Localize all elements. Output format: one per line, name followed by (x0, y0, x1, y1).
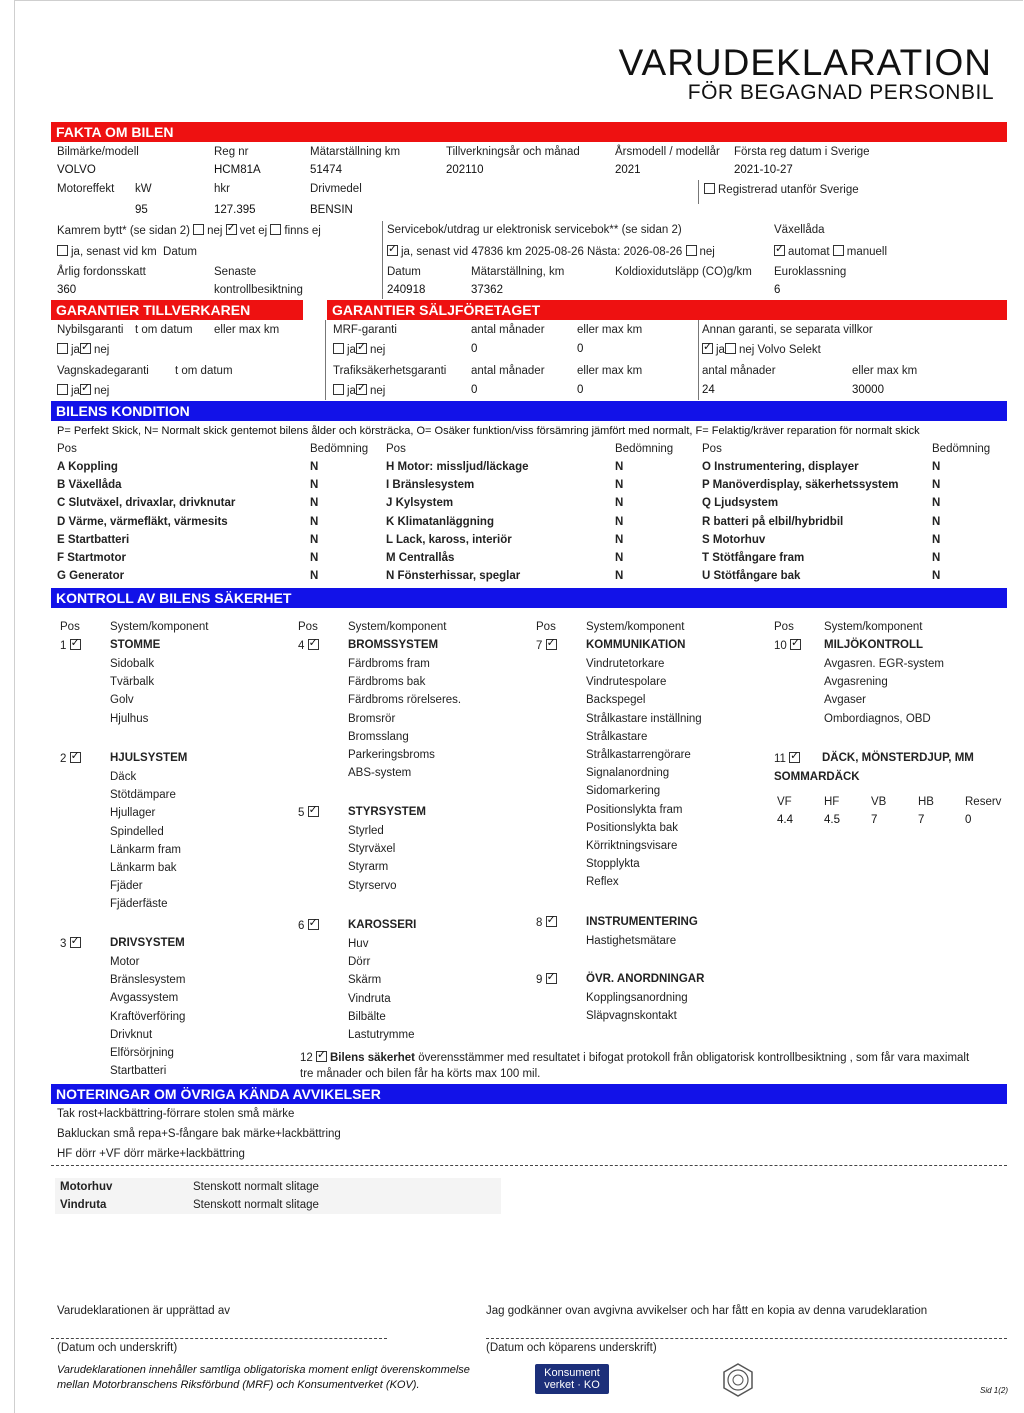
sakerhet-component: Spindelled (110, 825, 164, 838)
sakerhet-component: Styrarm (348, 861, 389, 874)
sakerhet-pos-number: 5 ✓ (298, 806, 322, 819)
signature-line-seller[interactable] (51, 1338, 387, 1339)
checkbox-vagnskada-ja[interactable] (57, 384, 68, 395)
sakerhet-component: Avgasrening (824, 676, 888, 689)
label-arlig-skatt: Årlig fordonsskatt (57, 266, 146, 278)
sakerhet-component: Kopplingsanordning (586, 992, 688, 1004)
sakerhet-group-title: INSTRUMENTERING (586, 916, 698, 928)
sakerhet-component: Backspegel (586, 694, 646, 707)
sakerhet-group-title: STYRSYSTEM (348, 806, 426, 818)
label-bilmarke: Bilmärke/modell (57, 146, 139, 158)
annan-checks: ✓ ja nej Volvo Selekt (702, 343, 821, 356)
label-upprattad: Varudeklarationen är upprättad av (57, 1305, 231, 1317)
section-fakta-heading: FAKTA OM BILEN (51, 122, 1007, 142)
sakerhet-component: Reflex (586, 876, 619, 889)
value-tillv: 202110 (446, 164, 484, 176)
kondition-item-label: J Kylsystem (386, 497, 454, 510)
dack-header: Reserv (965, 796, 1002, 808)
sak-system-header: System/komponent (586, 621, 685, 633)
label-datum-kopare: (Datum och köparens underskrift) (486, 1342, 657, 1354)
kondition-item-label: C Slutväxel, drivaxlar, drivknutar (57, 497, 236, 510)
label-vagnskadegaranti: Vagnskadegaranti (57, 365, 149, 377)
value-bilmarke: VOLVO (57, 164, 96, 176)
sak-pos-header: Pos (536, 621, 556, 633)
label-forsta-reg: Första reg datum i Sverige (734, 146, 870, 158)
label-hkr: hkr (214, 183, 230, 195)
sakerhet-component: Släpvagnskontakt (586, 1010, 677, 1023)
section-garantier-tillverkaren-heading: GARANTIER TILLVERKAREN (51, 300, 303, 320)
checkbox-manuell[interactable] (833, 245, 844, 256)
dack-value: 7 (871, 814, 878, 826)
sak-pos-header: Pos (60, 621, 80, 633)
disclaimer-line: Varudeklarationen innehåller samtliga obligatoriska moment enligt överenskommelse (57, 1364, 470, 1376)
label-euro: Euroklassning (774, 266, 847, 278)
dack-header: VF (777, 796, 792, 808)
vaxellada-row: ✓ automat manuell (774, 245, 887, 258)
label-matar: Mätarställning km (310, 146, 401, 158)
section-kondition-heading: BILENS KONDITION (51, 401, 1007, 421)
kondition-item-rating: N (932, 552, 941, 564)
sakerhet-component: Positionslykta bak (586, 821, 679, 834)
sakerhet-pos-number: 4 ✓ (298, 639, 322, 652)
sakerhet-component: Startbatteri (110, 1065, 167, 1078)
sakerhet-component: Hjulhus (110, 712, 149, 725)
kondition-item-rating: N (615, 570, 624, 583)
checkbox-sakerhet-group[interactable] (308, 919, 319, 930)
checkbox-sakerhet-group[interactable] (546, 973, 557, 984)
kondition-item-rating: N (932, 461, 941, 473)
value-annan-km: 30000 (852, 384, 884, 396)
sakerhet-component: Skärm (348, 974, 382, 987)
label-eller-max-km: eller max km (577, 324, 643, 336)
sakerhet-component: Drivknut (110, 1028, 153, 1041)
checkbox-annan-nej[interactable] (725, 343, 736, 354)
label-eller-max-km: eller max km (577, 365, 643, 377)
dack-header: HB (918, 796, 934, 808)
disclaimer-line: mellan Motorbranschens Riksförbund (MRF) och Konsumentverket (KOV). (57, 1379, 420, 1391)
label-regnr: Reg nr (214, 146, 249, 158)
checkbox-sakerhet-group[interactable] (790, 639, 801, 650)
kond-bedomning-header: Bedömning (932, 443, 991, 455)
value-datum: 240918 (387, 284, 426, 296)
value-arsmodell: 2021 (615, 164, 641, 176)
sakerhet-component: Fjäderfäste (110, 898, 168, 911)
divider (698, 320, 699, 400)
value-trafik-km: 0 (577, 384, 584, 396)
kondition-item-rating: N (310, 515, 319, 528)
sakerhet-component: Kraftöverföring (110, 1010, 186, 1023)
sakerhet-component: Vindrutetorkare (586, 658, 665, 670)
sakerhet-component: Sidobalk (110, 658, 155, 670)
kondition-item-label: I Bränslesystem (386, 479, 475, 492)
kondition-legend: P= Perfekt Skick, N= Normalt skick gentemot bilens ålder och körsträcka, O= Osäker funktion/viss försämring jämfört med normalt, F= Felaktig/kräver reparation för normalt skick (57, 425, 920, 437)
checkbox-sakerhet-group[interactable] (546, 639, 557, 650)
checkbox-sakerhet-group[interactable] (546, 916, 557, 927)
label-senaste: Senaste (214, 266, 257, 278)
label-kw: kW (135, 183, 152, 195)
label-nybilsgaranti: Nybilsgaranti (57, 324, 124, 336)
page-title: VARUDEKLARATION (618, 42, 992, 83)
sakerhet-component: Vindrutespolare (586, 676, 667, 689)
avvikelse-key: Motorhuv (60, 1181, 113, 1193)
mrf-seal-icon (720, 1362, 756, 1398)
kondition-item-label: R batteri på elbil/hybridbil (702, 515, 844, 528)
kondition-item-label: G Generator (57, 570, 125, 583)
kondition-item-rating: N (310, 552, 319, 564)
sakerhet-component: Parkeringsbroms (348, 749, 435, 761)
sakerhet-component: Körriktningsvisare (586, 840, 678, 852)
value-kw: 95 (135, 204, 148, 216)
avvikelse-value: Stenskott normalt slitage (193, 1199, 319, 1211)
sakerhet-pos-number: 1 ✓ (60, 639, 84, 652)
sakerhet-group-title: KAROSSERI (348, 919, 417, 931)
kondition-item-label: E Startbatteri (57, 533, 130, 546)
sakerhet-group-title: ÖVR. ANORDNINGAR (586, 973, 705, 985)
checkbox-trafik-ja[interactable] (333, 384, 344, 395)
checkbox-vagnskada-nej[interactable] (80, 384, 91, 395)
sakerhet-component: Bromsslang (348, 730, 409, 743)
kondition-item-rating: N (932, 533, 941, 546)
sakerhet-component: Strålkastare inställning (586, 712, 702, 725)
kondition-item-label: K Klimatanläggning (386, 515, 494, 528)
value-mrf-km: 0 (577, 343, 584, 355)
sakerhet-component: Golv (110, 694, 134, 707)
kondition-item-rating: N (310, 479, 319, 492)
avvikelse-value: Stenskott normalt slitage (193, 1181, 319, 1193)
kondition-item-rating: N (310, 533, 319, 546)
sak-system-header: System/komponent (824, 621, 923, 633)
sakerhet-component: Avgaser (824, 694, 866, 707)
label-tom-datum: t om datum (135, 324, 193, 336)
sakerhet-component: Avgassystem (110, 992, 179, 1005)
checkbox-sakerhet-group[interactable] (308, 639, 319, 650)
sakerhet-group-title: DÄCK, MÖNSTERDJUP, MM (822, 752, 974, 764)
checkbox-sakerhet-group[interactable] (70, 937, 81, 948)
sakerhet-component: Positionslykta fram (586, 803, 683, 816)
sakerhet-component: ABS-system (348, 767, 412, 780)
label-annan-garanti: Annan garanti, se separata villkor (702, 324, 873, 336)
value-annan-antal: 24 (702, 384, 715, 396)
sakerhet-group-title: STOMME (110, 639, 161, 651)
sakerhet-component: Hjullager (110, 807, 156, 820)
dack-value: 0 (965, 814, 972, 826)
trafik-checks: ja✓ nej (333, 384, 385, 397)
value-mrf-antal: 0 (471, 343, 478, 355)
sakerhet-pos-number: 10 ✓ (774, 639, 804, 652)
sakerhet-group-title: HJULSYSTEM (110, 752, 188, 764)
sakerhet-component: Sidomarkering (586, 785, 661, 798)
sommardack-label: SOMMARDÄCK (774, 771, 860, 783)
dack-value: 4.4 (777, 814, 793, 826)
checkbox-kamrem-nej[interactable] (193, 224, 204, 235)
label-annan-antal: antal månader (702, 365, 776, 377)
sakerhet-pos-number: 2 ✓ (60, 752, 84, 765)
kondition-item-label: H Motor: missljud/läckage (386, 461, 529, 473)
kondition-item-label: S Motorhuv (702, 533, 766, 546)
checkbox-kamrem-finns-ej[interactable] (270, 224, 281, 235)
checkbox-kamrem-vet-ej[interactable] (226, 224, 237, 235)
checkbox-automat[interactable] (774, 245, 785, 256)
label-antal-manader: antal månader (471, 365, 545, 377)
value-skatt: 360 (57, 284, 77, 296)
sakerhet-component: Stötdämpare (110, 789, 176, 802)
notering-line: Bakluckan små repa+S-fångare bak märke+lackbättring (57, 1128, 341, 1140)
dack-value: 7 (918, 814, 925, 826)
dack-header: HF (824, 796, 840, 808)
label-tom-datum: t om datum (175, 365, 233, 377)
sakerhet-component: Signalanordning (586, 767, 670, 780)
sak-pos-header: Pos (298, 621, 318, 633)
sakerhet-component: Huv (348, 938, 369, 950)
checkbox-nybil-ja[interactable] (57, 343, 68, 354)
servicebok-row: ✓ ja, senast vid 47836 km 2025-08-26 Nästa: 2026-08-26 nej (387, 245, 715, 258)
label-trafiksakerhetsgaranti: Trafiksäkerhetsgaranti (333, 365, 447, 377)
label-eller-max-km: eller max km (214, 324, 280, 336)
sakerhet-component: Bromsrör (348, 712, 396, 725)
value-matarstallning: 37362 (471, 284, 503, 296)
label-tillv: Tillverkningsår och månad (446, 146, 580, 158)
checkbox-mrf-nej[interactable] (356, 343, 367, 354)
reg-utanfor-field[interactable]: Registrerad utanför Sverige (704, 183, 859, 196)
page-subtitle: FÖR BEGAGNAD PERSONBIL (687, 81, 994, 104)
checkbox-kamrem-ja[interactable] (57, 245, 68, 256)
vagnskada-checks: ja✓ nej (57, 384, 109, 397)
divider (51, 1165, 1007, 1166)
value-euro: 6 (774, 284, 781, 296)
kondition-item-label: M Centrallås (386, 552, 455, 564)
kamrem-ja-row: ja, senast vid km Datum (57, 245, 197, 258)
dack-header: VB (871, 796, 887, 808)
section-noteringar-heading: NOTERINGAR OM ÖVRIGA KÄNDA AVVIKELSER (51, 1084, 1007, 1104)
sakerhet-component: Färdbroms bak (348, 676, 426, 689)
sakerhet-component: Vindruta (348, 992, 391, 1005)
label-arsmodell: Årsmodell / modellår (615, 146, 720, 158)
sakerhet-component: Bilbälte (348, 1010, 386, 1023)
mrf-checks: ja✓ nej (333, 343, 385, 356)
label-motoreffekt: Motoreffekt (57, 183, 115, 195)
kondition-item-label: B Växellåda (57, 479, 122, 492)
divider (325, 320, 326, 400)
kondition-item-label: F Startmotor (57, 552, 126, 564)
kondition-item-rating: N (932, 479, 941, 492)
sakerhet-group-title: BROMSSYSTEM (348, 639, 439, 651)
kondition-item-label: Q Ljudsystem (702, 497, 779, 510)
sakerhet-component: Strålkastarrengörare (586, 749, 691, 761)
kondition-item-label: U Stötfångare bak (702, 570, 801, 583)
sakerhet-component: Styrled (348, 825, 384, 837)
sakerhet-component: Strålkastare (586, 730, 648, 743)
dack-value: 4.5 (824, 814, 840, 826)
kondition-item-rating: N (310, 497, 319, 510)
label-mrf: MRF-garanti (333, 324, 397, 336)
sakerhet-component: Hastighetsmätare (586, 935, 677, 947)
avvikelse-key: Vindruta (60, 1199, 107, 1211)
value-regnr: HCM81A (214, 164, 261, 176)
checkbox-mrf-ja[interactable] (333, 343, 344, 354)
divider (698, 180, 699, 204)
kondition-item-rating: N (615, 461, 624, 473)
label-co: Koldioxidutsläpp (CO)g/km (615, 266, 752, 278)
kond-pos-header: Pos (57, 443, 77, 455)
kondition-item-label: L Lack, kaross, interiör (386, 533, 512, 546)
sakerhet-component: Länkarm bak (110, 862, 177, 874)
sakerhet-pos-number: 3 ✓ (60, 937, 84, 950)
sakerhet-component: Dörr (348, 956, 371, 969)
sakerhet-component: Motor (110, 956, 140, 968)
value-forsta-reg: 2021-10-27 (734, 164, 793, 176)
kondition-item-label: N Fönsterhissar, speglar (386, 570, 521, 583)
notering-line: HF dörr +VF dörr märke+lackbättring (57, 1148, 245, 1160)
sakerhet-group-title: MILJÖKONTROLL (824, 639, 924, 651)
sakerhet-component: Fjäder (110, 880, 143, 893)
sak-pos-header: Pos (774, 621, 794, 633)
kondition-item-rating: N (932, 570, 941, 583)
section-sakerhet-heading: KONTROLL AV BILENS SÄKERHET (51, 588, 1007, 608)
label-vaxellada: Växellåda (774, 224, 825, 236)
label-antal-manader: antal månader (471, 324, 545, 336)
sakerhet-component: Lastutrymme (348, 1029, 415, 1041)
checkbox-sakerhet-group[interactable] (789, 752, 800, 763)
kondition-item-rating: N (615, 515, 624, 528)
label-servicebok: Servicebok/utdrag ur elektronisk servicebok** (se sidan 2) (387, 224, 682, 236)
sakerhet-component: Färdbroms rörelseres. (348, 694, 462, 707)
kond-pos-header: Pos (386, 443, 406, 455)
sakerhet-component: Tvärbalk (110, 676, 155, 689)
checkbox-reg-utanfor[interactable] (704, 183, 715, 194)
sakerhet-component: Färdbroms fram (348, 658, 430, 670)
kondition-item-label: P Manöverdisplay, säkerhetssystem (702, 479, 899, 492)
value-trafik-antal: 0 (471, 384, 478, 396)
sakerhet-component: Däck (110, 771, 137, 783)
checkbox-sakerhet-group[interactable] (70, 639, 81, 650)
nybil-checks: ja✓ nej (57, 343, 109, 356)
label-matarstallning: Mätarställning, km (471, 266, 565, 278)
konsumentverket-logo: Konsument verket · KO (535, 1364, 609, 1394)
sak-system-header: System/komponent (348, 621, 447, 633)
label-annan-km: eller max km (852, 365, 918, 377)
divider (382, 221, 383, 299)
kondition-item-label: T Stötfångare fram (702, 552, 805, 564)
sakerhet-pos-number: 8 ✓ (536, 916, 560, 929)
checkbox-servicebok-ja[interactable] (387, 245, 398, 256)
kondition-item-rating: N (932, 515, 941, 528)
sakerhet-pos-number: 7 ✓ (536, 639, 560, 652)
sakerhet-group-title: KOMMUNIKATION (586, 639, 686, 651)
label-drivmedel: Drivmedel (310, 183, 362, 195)
sakerhet-component: Elförsörjning (110, 1047, 174, 1059)
kondition-item-rating: N (615, 533, 624, 546)
label-godkanner: Jag godkänner ovan avgivna avvikelser och har fått en kopia av denna varudeklaration (486, 1305, 928, 1317)
kondition-item-label: A Koppling (57, 461, 118, 473)
value-hkr: 127.395 (214, 204, 256, 216)
kond-bedomning-header: Bedömning (310, 443, 369, 455)
section-garantier-salj-heading: GARANTIER SÄLJFÖRETAGET (327, 300, 1007, 320)
sak-system-header: System/komponent (110, 621, 209, 633)
checkbox-p12[interactable] (316, 1051, 327, 1062)
kondition-item-rating: N (615, 479, 624, 492)
kond-bedomning-header: Bedömning (615, 443, 674, 455)
kondition-item-rating: N (310, 461, 319, 473)
p12-line1: 12 ✓ Bilens säkerhet överensstämmer med resultatet i bifogat protokoll från obligatorisk kontrollbesiktning , som får vara maximalt (300, 1051, 969, 1064)
checkbox-servicebok-nej[interactable] (686, 245, 697, 256)
sakerhet-component: Styrväxel (348, 843, 396, 856)
checkbox-sakerhet-group[interactable] (308, 806, 319, 817)
kondition-item-rating: N (310, 570, 319, 583)
kondition-item-label: O Instrumentering, displayer (702, 461, 859, 473)
sakerhet-component: Bränslesystem (110, 974, 186, 987)
page-number: Sid 1(2) (980, 1386, 1009, 1395)
sakerhet-component: Ombordiagnos, OBD (824, 712, 931, 725)
sakerhet-component: Länkarm fram (110, 843, 181, 856)
checkbox-nybil-nej[interactable] (80, 343, 91, 354)
kondition-item-rating: N (615, 552, 624, 564)
label-datum-underskrift: (Datum och underskrift) (57, 1342, 178, 1354)
value-drivmedel: BENSIN (310, 204, 353, 216)
checkbox-trafik-nej[interactable] (356, 384, 367, 395)
value-matar: 51474 (310, 164, 342, 176)
sakerhet-component: Avgasren. EGR-system (824, 658, 944, 670)
p12-line2: tre månader och bilen får ha körts max 100 mil. (300, 1068, 541, 1080)
sakerhet-group-title: DRIVSYSTEM (110, 937, 185, 949)
notering-line: Tak rost+lackbättring-förrare stolen små märke (57, 1108, 295, 1120)
sakerhet-pos-number: 9 ✓ (536, 973, 560, 986)
kondition-item-label: D Värme, värmefläkt, värmesits (57, 515, 228, 528)
sakerhet-component: Stopplykta (586, 858, 640, 871)
sakerhet-pos-number: 6 ✓ (298, 919, 322, 932)
kondition-item-rating: N (932, 497, 941, 510)
kond-pos-header: Pos (702, 443, 722, 455)
label-datum: Datum (387, 266, 421, 278)
signature-line-buyer[interactable] (486, 1338, 1007, 1339)
kondition-item-rating: N (615, 497, 624, 510)
sakerhet-pos-number: 11 ✓ (774, 752, 803, 765)
label-kontrollbes: kontrollbesiktning (214, 284, 303, 296)
checkbox-annan-ja[interactable] (702, 343, 713, 354)
sakerhet-component: Styrservo (348, 879, 397, 892)
kamrem-row: Kamrem bytt* (se sidan 2) nej ✓ vet ej finns ej (57, 224, 321, 237)
checkbox-sakerhet-group[interactable] (70, 752, 81, 763)
